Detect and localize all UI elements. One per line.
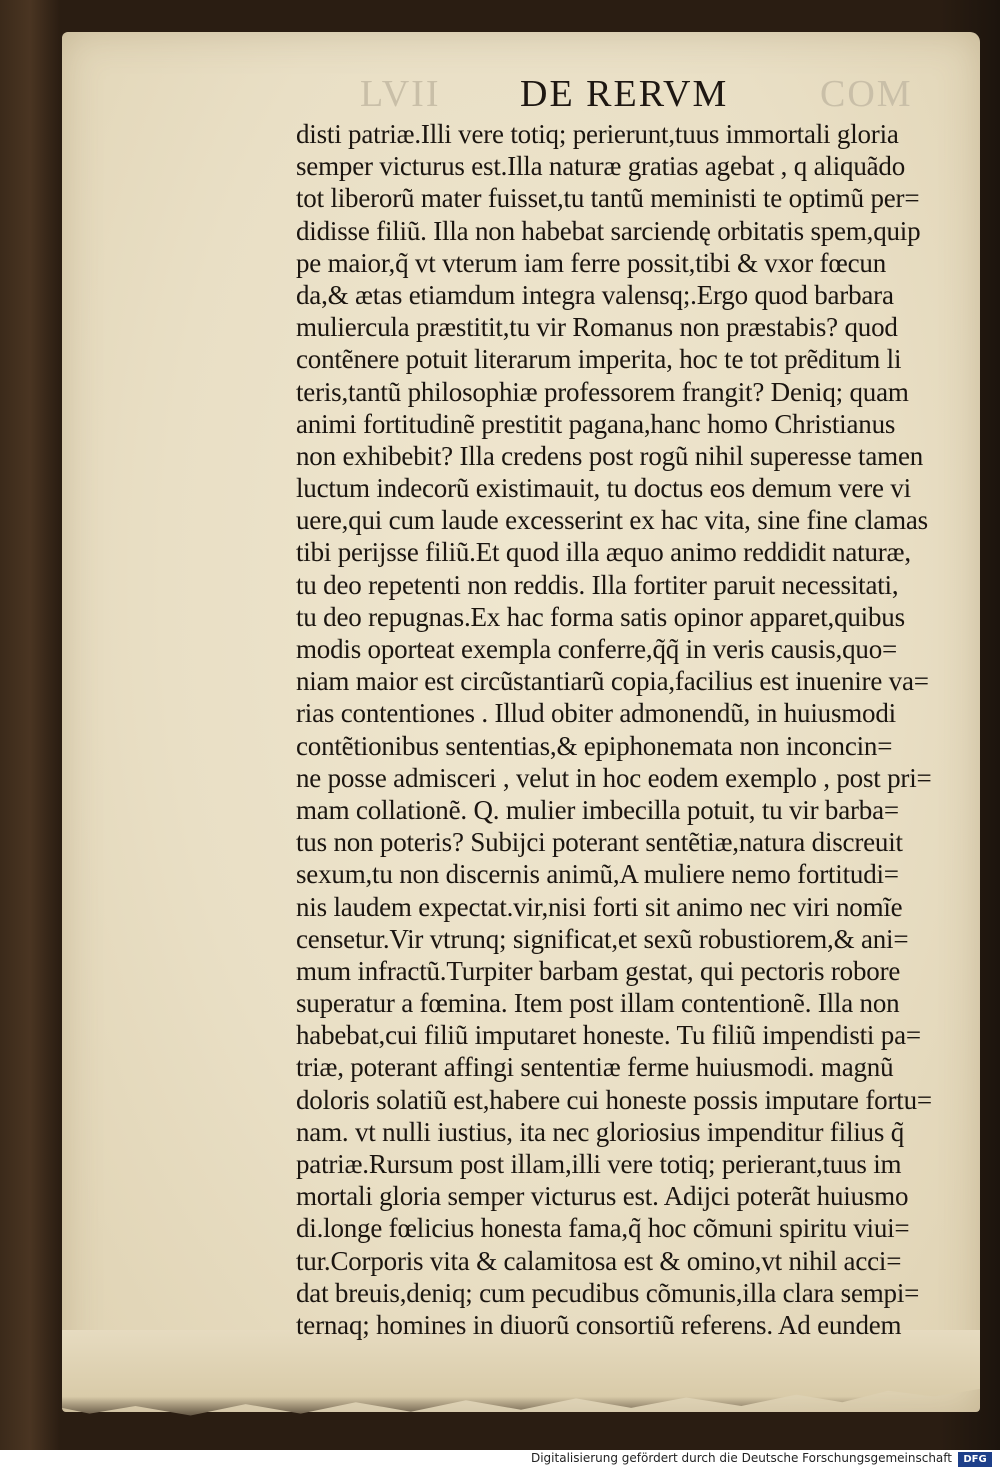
text-line: nam. vt nulli iustius, ita nec gloriosius impenditur filius q̃ [296, 1116, 905, 1147]
text-line: tur.Corporis vita & calamitosa est & omino,vt nihil acci= [296, 1245, 902, 1276]
text-line: semper victurus est.Illa naturæ gratias agebat , q aliquãdo [296, 151, 906, 182]
text-line: disti patriæ.Illi vere totiq; perierunt,tuus immortali gloria [296, 119, 899, 149]
text-line: mortali gloria semper victurus est. Adijci poterãt huiusmo [296, 1181, 909, 1212]
text-line: contẽtionibus sententias,& epiphonemata non inconcin= [296, 730, 893, 761]
text-line: da,& ætas etiamdum integra valensq;.Ergo quod barbara [296, 279, 894, 310]
text-line: animi fortitudinẽ prestitit pagana,hanc homo Christianus [296, 408, 896, 439]
text-line: dat breuis,deniq; cum pecudibus cõmunis,illa clara sempi= [296, 1277, 920, 1308]
show-through-text-left: LVII [360, 73, 441, 115]
running-head: DE RERVM [520, 73, 729, 115]
text-line: contẽnere potuit literarum imperita, hoc te tot prẽditum li [296, 344, 902, 375]
text-line: pe maior,q̃ vt vterum iam ferre possit,tibi & vxor fœcun [296, 247, 887, 278]
text-line: ternaq; homines in diuorũ consortiũ referens. Ad eundem [296, 1309, 902, 1340]
text-line: patriæ.Rursum post illam,illi vere totiq; perierant,tuus im [296, 1149, 902, 1179]
text-line: mam collationẽ. Q. mulier imbecilla potuit, tu vir barba= [296, 794, 899, 825]
text-line: habebat,cui filiũ imputaret honeste. Tu filiũ impendisti pa= [296, 1020, 921, 1051]
text-line: didisse filiũ. Illa non habebat sarciendę orbitatis spem,quip [296, 215, 921, 246]
text-line: tibi perijsse filiũ.Et quod illa æquo animo reddidit naturæ, [296, 537, 911, 568]
text-line: non exhibebit? Illa credens post rogũ nihil superesse tamen [296, 440, 924, 471]
text-line: nis laudem expectat.vir,nisi forti sit animo nec viri nomĩe [296, 891, 903, 922]
text-line: ne posse admisceri , velut in hoc eodem exemplo , post pri= [296, 762, 932, 793]
text-line: tot liberorũ mater fuisset,tu tantũ meministi te optimũ per= [296, 183, 920, 214]
text-line: sexum,tu non discernis animũ,A muliere nemo fortitudi= [296, 859, 899, 890]
text-line: uere,qui cum laude excesserint ex hac vita, sine fine clamas [296, 505, 928, 536]
funding-credit: Digitalisierung gefördert durch die Deutsche Forschungsgemeinschaft [530, 1451, 952, 1465]
text-line: mum infractũ.Turpiter barbam gestat, qui pectoris robore [296, 955, 901, 986]
body-text [296, 118, 956, 1341]
text-line: luctum indecorũ existimauit, tu doctus eos demum vere vi [296, 473, 911, 504]
text-line: teris,tantũ philosophiæ professorem frangit? Deniq; quam [296, 376, 909, 407]
text-line: superatur a fœmina. Item post illam contentionẽ. Illa non [296, 988, 900, 1019]
text-line: niam maior est circũstantiarũ copia,facilius est inuenire va= [296, 666, 929, 697]
dfg-logo: DFG [958, 1452, 992, 1467]
text-line: di.longe fœlicius honesta fama,q̃ hoc cõmuni spiritu viui= [296, 1213, 910, 1244]
page-header [0, 72, 1000, 122]
text-line: tus non poteris? Subijci poterant sentẽtiæ,natura discreuit [296, 827, 903, 858]
text-line: tu deo repugnas.Ex hac forma satis opinor apparet,quibus [296, 601, 905, 632]
text-line: rias contentiones . Illud obiter admonendũ, in huiusmodi [296, 698, 896, 729]
text-line: tu deo repetenti non reddis. Illa fortiter paruit necessitati, [296, 569, 899, 600]
text-line: doloris solatiũ est,habere cui honeste possis imputare fortu= [296, 1084, 932, 1115]
text-line: muliercula præstitit,tu vir Romanus non præstabis? quod [296, 312, 898, 343]
show-through-text-right: COM [820, 73, 913, 115]
text-line: modis oporteat exempla conferre,q̃q̃ in veris causis,quo= [296, 634, 898, 664]
text-line: censetur.Vir vtrunq; significat,et sexũ robustiorem,& ani= [296, 923, 909, 954]
text-line: triæ, poterant affingi sententiæ ferme huiusmodi. magnũ [296, 1052, 894, 1083]
